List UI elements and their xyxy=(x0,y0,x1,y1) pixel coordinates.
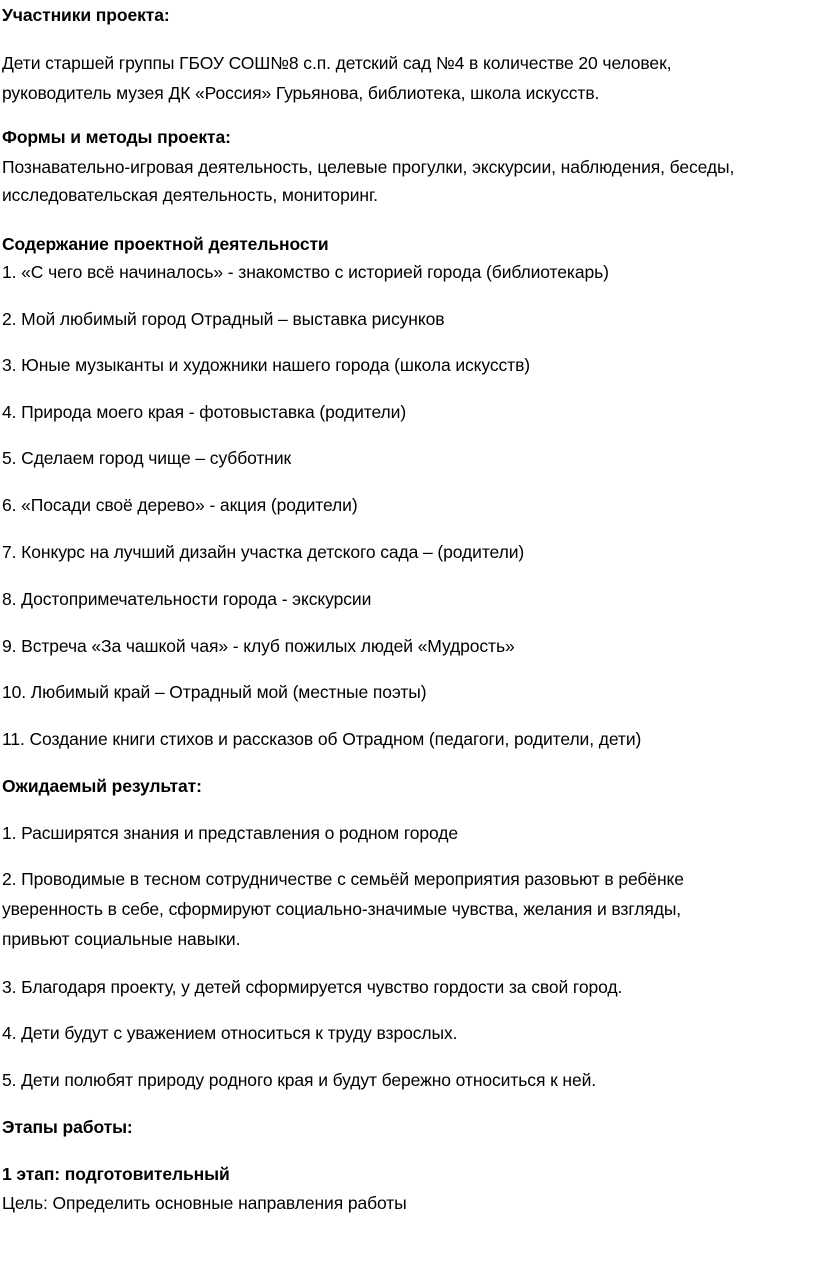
forms-line-1: Познавательно-игровая деятельность, целевые прогулки, экскурсии, наблюдения, беседы, xyxy=(2,157,735,177)
forms-heading: Формы и методы проекта: xyxy=(2,127,231,147)
content-item: 9. Встреча «За чашкой чая» - клуб пожилых людей «Мудрость» xyxy=(2,636,515,656)
result-item-2-line-1: 2. Проводимые в тесном сотрудничестве с семьёй мероприятия разовьют в ребёнке xyxy=(2,869,684,889)
stage-1-goal: Цель: Определить основные направления работы xyxy=(2,1193,407,1213)
content-item: 6. «Посади своё дерево» - акция (родители) xyxy=(2,495,358,515)
content-item: 8. Достопримечательности города - экскурсии xyxy=(2,589,372,609)
stages-heading: Этапы работы: xyxy=(2,1117,133,1137)
result-item-2-line-2: уверенность в себе, сформируют социально-значимые чувства, желания и взгляды, xyxy=(2,899,682,919)
forms-line-2: исследовательская деятельность, мониторинг. xyxy=(2,185,378,205)
result-item-2-line-3: привьют социальные навыки. xyxy=(2,929,241,949)
result-item-1: 1. Расширятся знания и представления о родном городе xyxy=(2,823,459,843)
content-item: 1. «С чего всё начиналось» - знакомство с историей города (библиотекарь) xyxy=(2,262,609,282)
content-item: 10. Любимый край – Отрадный мой (местные поэты) xyxy=(2,682,427,702)
content-heading: Содержание проектной деятельности xyxy=(2,234,329,254)
participants-line-1: Дети старшей группы ГБОУ СОШ№8 с.п. детский сад №4 в количестве 20 человек, xyxy=(2,53,672,73)
content-item: 11. Создание книги стихов и рассказов об Отрадном (педагоги, родители, дети) xyxy=(2,729,642,749)
content-item: 4. Природа моего края - фотовыставка (родители) xyxy=(2,402,407,422)
stage-1-heading: 1 этап: подготовительный xyxy=(2,1164,230,1184)
content-item: 2. Мой любимый город Отрадный – выставка рисунков xyxy=(2,309,445,329)
participants-line-2: руководитель музея ДК «Россия» Гурьянова, библиотека, школа искусств. xyxy=(2,83,600,103)
results-heading: Ожидаемый результат: xyxy=(2,776,202,796)
result-item-4: 4. Дети будут с уважением относиться к труду взрослых. xyxy=(2,1023,458,1043)
content-item: 3. Юные музыканты и художники нашего города (школа искусств) xyxy=(2,355,531,375)
result-item-3: 3. Благодаря проекту, у детей сформируется чувство гордости за свой город. xyxy=(2,977,623,997)
content-item: 5. Сделаем город чище – субботник xyxy=(2,448,292,468)
participants-heading: Участники проекта: xyxy=(2,5,170,25)
content-item: 7. Конкурс на лучший дизайн участка детского сада – (родители) xyxy=(2,542,525,562)
result-item-5: 5. Дети полюбят природу родного края и будут бережно относиться к ней. xyxy=(2,1070,597,1090)
